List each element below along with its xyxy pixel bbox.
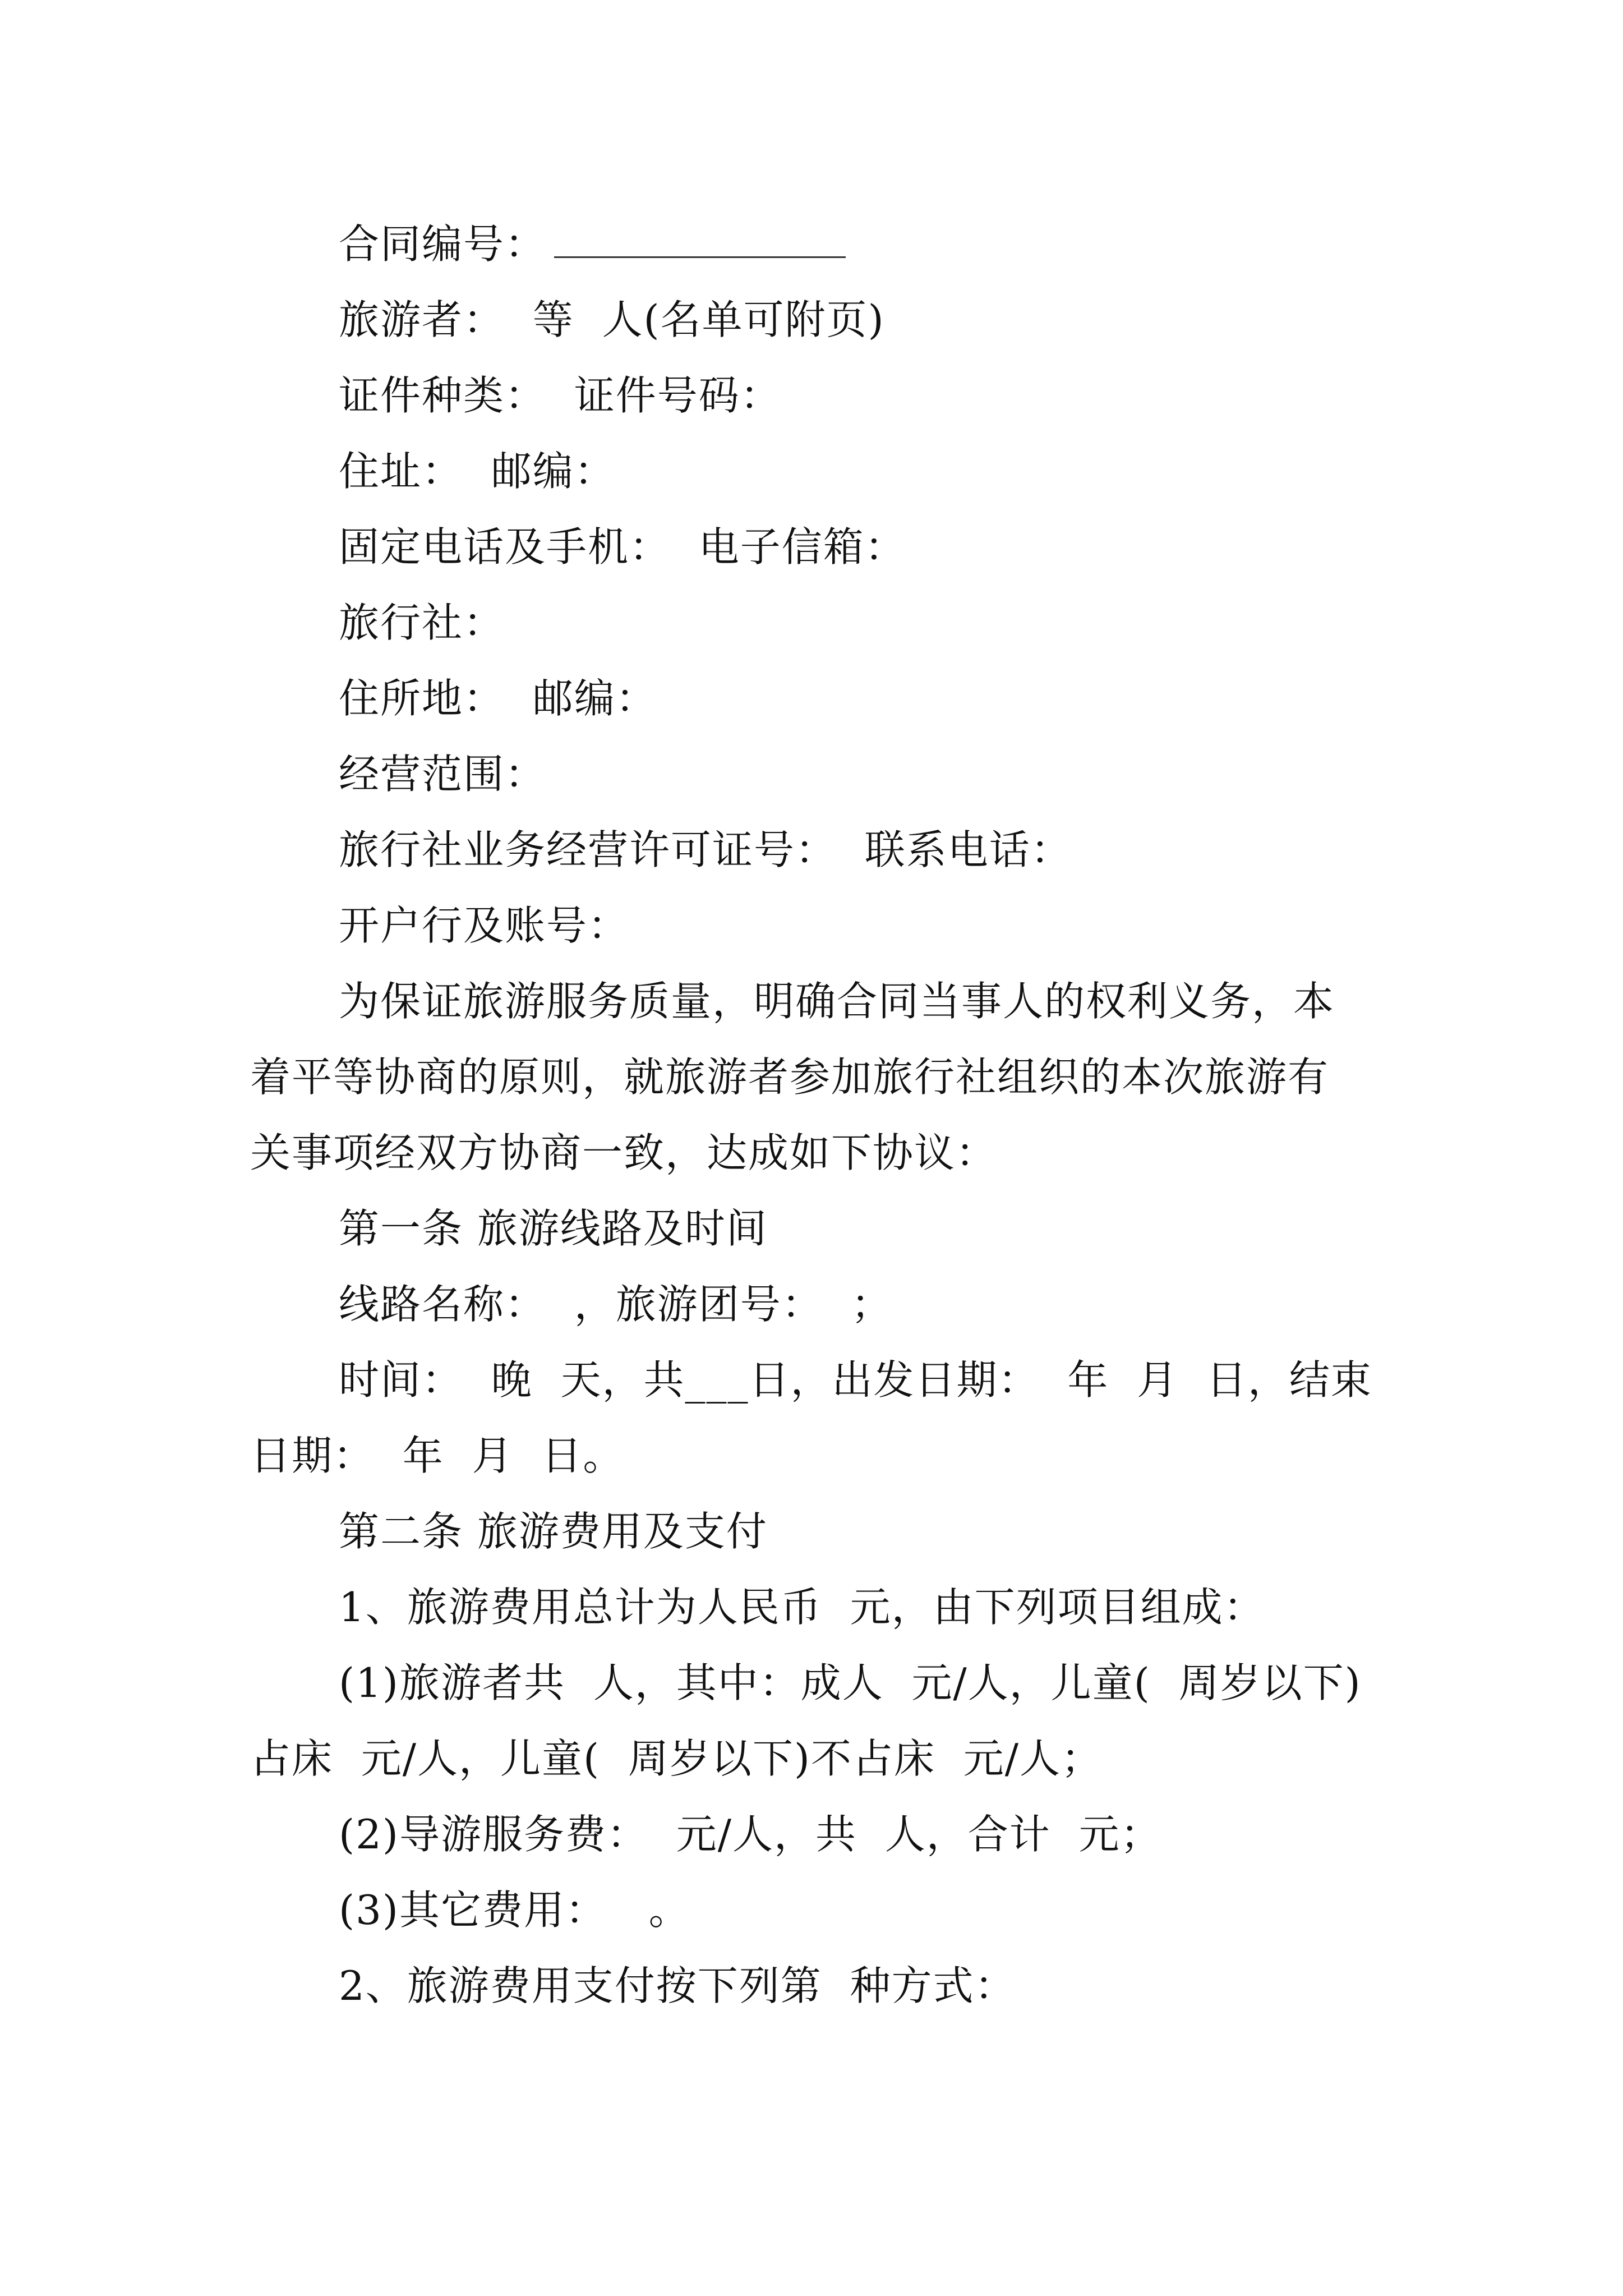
fee-item-1a-line-2: 占床 元/人，儿童( 周岁以下)不占床 元/人； [250, 1735, 1103, 1782]
fee-item-2: 2、旅游费用支付按下列第 种方式： [339, 1962, 1016, 2009]
article-2-title: 第二条 旅游费用及支付 [339, 1508, 768, 1555]
time-line-1: 时间： 晚 天，共___日，出发日期： 年 月 日，结束 [339, 1356, 1372, 1404]
fee-item-1: 1、旅游费用总计为人民币 元，由下列项目组成： [339, 1584, 1265, 1631]
id-info-line: 证件种类： 证件号码： [339, 372, 782, 419]
fee-item-1c: (3)其它费用： 。 [339, 1887, 690, 1934]
time-line-2: 日期： 年 月 日。 [250, 1432, 625, 1479]
address-line: 住址： 邮编： [339, 448, 616, 495]
business-scope-line: 经营范围： [339, 751, 547, 798]
contract-number-blank [554, 223, 846, 258]
article-1-title: 第一条 旅游线路及时间 [339, 1205, 768, 1252]
fee-item-1a-line-1: (1)旅游者共 人，其中：成人 元/人，儿童( 周岁以下) [339, 1659, 1362, 1706]
preamble-line-2: 着平等协商的原则，就旅游者参加旅行社组织的本次旅游有 [250, 1053, 1330, 1101]
preamble-line-1: 为保证旅游服务质量，明确合同当事人的权利义务，本 [339, 978, 1335, 1025]
fee-item-1b: (2)导游服务费： 元/人，共 人，合计 元； [339, 1811, 1162, 1858]
bank-line: 开户行及账号： [339, 902, 630, 949]
contract-number-line [339, 216, 846, 272]
contract-number-label: 合同编号： [339, 220, 547, 268]
agency-line: 旅行社： [339, 599, 505, 646]
traveler-line: 旅游者： 等 人(名单可附页) [339, 296, 885, 343]
preamble-line-3: 关事项经双方协商一致，达成如下协议： [250, 1129, 998, 1176]
license-line: 旅行社业务经营许可证号： 联系电话： [339, 826, 1072, 873]
agency-address-line: 住所地： 邮编： [339, 675, 657, 722]
route-line: 线路名称： ，旅游团号： ； [339, 1281, 893, 1328]
phone-line: 固定电话及手机： 电子信箱： [339, 523, 906, 570]
